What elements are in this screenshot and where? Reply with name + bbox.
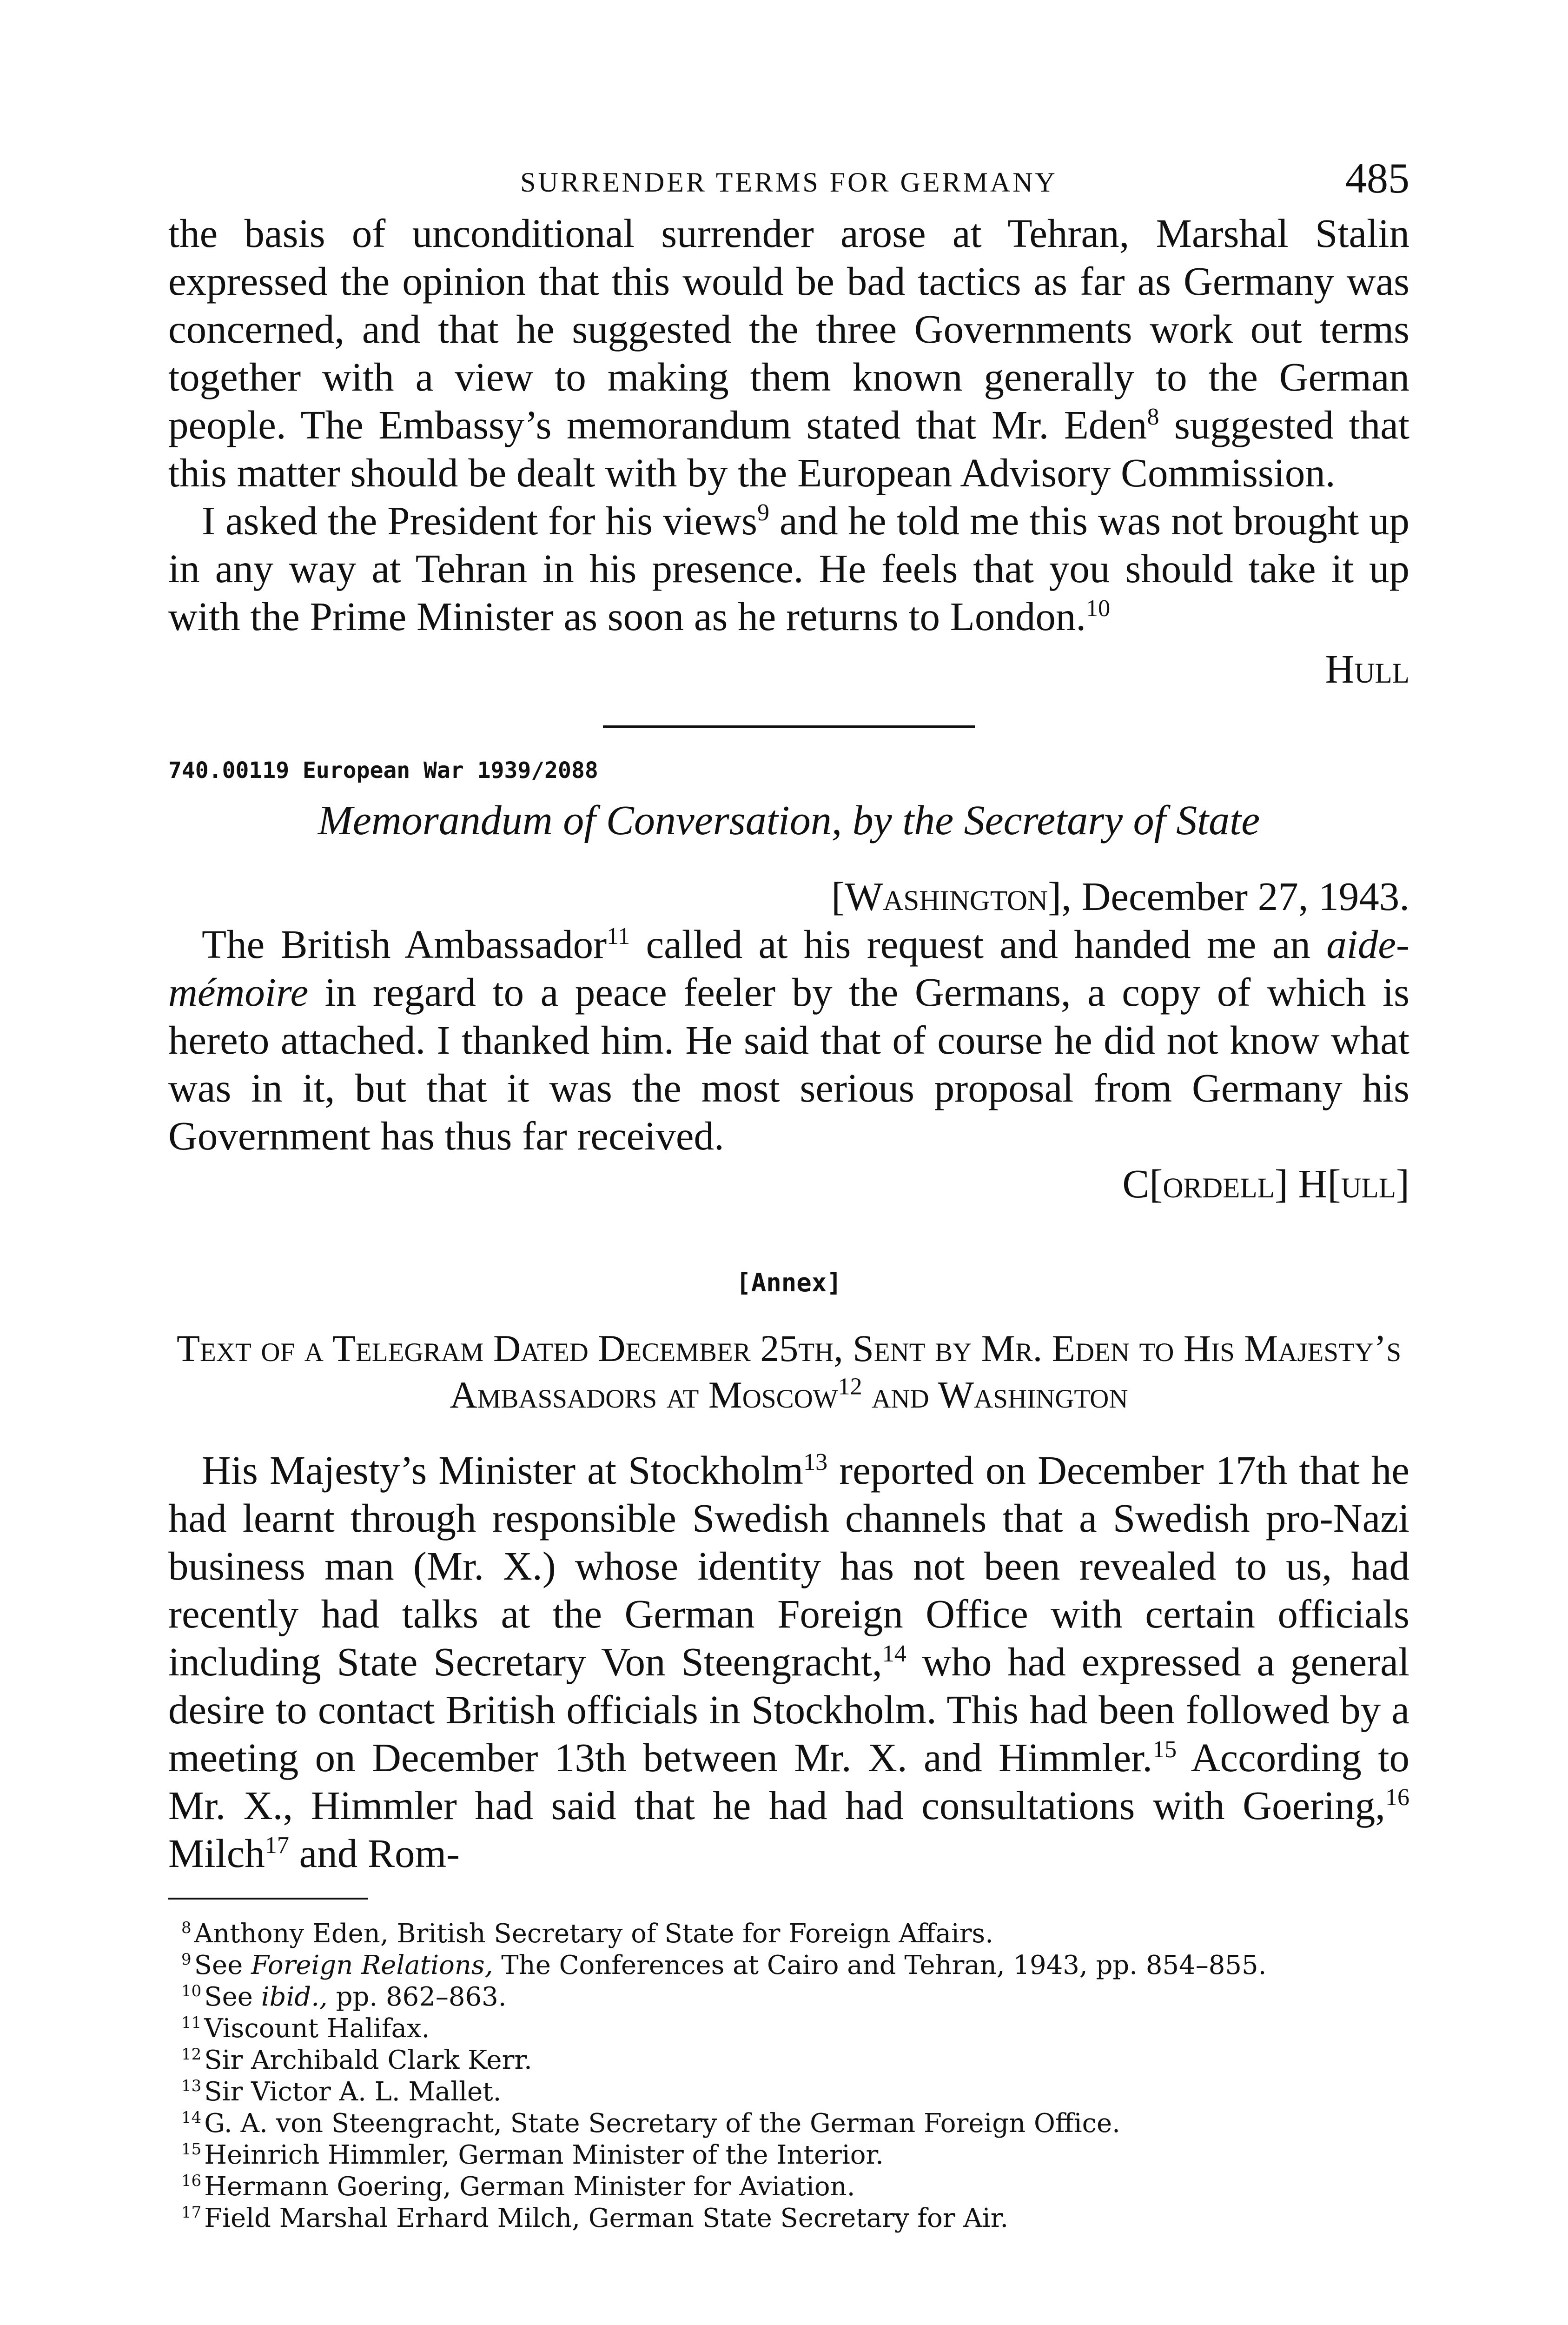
footnote-marker: 16 — [181, 2172, 202, 2191]
footnote-marker: 11 — [181, 2013, 202, 2033]
footnote-text: See — [194, 1950, 251, 1980]
text-run: the basis of unconditional surrender arose at Tehran, Marshal Stalin expressed the opinion that this would be bad tactics as far as Germany was concerned, and that he suggested the three Governments work out terms together with a view to making them known generally to the German people. The Embassy’s memorandum stated that Mr. Eden — [168, 211, 1409, 447]
footnote-text: Sir Victor A. L. Mallet. — [204, 2077, 502, 2107]
footnote — [168, 2045, 1409, 2076]
footnote-marker: 9 — [181, 1950, 192, 1969]
footnote-ref: 9 — [757, 499, 769, 526]
text-run: The British Ambassador — [202, 922, 607, 967]
text-run: C[ — [1122, 1161, 1163, 1206]
footnote-marker: 12 — [181, 2045, 202, 2064]
footnote-text: G. A. von Steengracht, State Secretary of the German Foreign Office. — [204, 2108, 1120, 2139]
italic-term: aide-mémoire — [168, 922, 1410, 1015]
page-number: 485 — [1345, 154, 1409, 202]
text-run: ] — [1048, 874, 1062, 919]
footnote — [168, 2013, 1409, 2045]
footnote-text: Anthony Eden, British Secretary of State for Foreign Affairs. — [194, 1919, 994, 1949]
footnote — [168, 2108, 1409, 2139]
footnote — [168, 2076, 1409, 2108]
text-run: in regard to a peace feeler by the Germans, a copy of which is hereto attached. I thanked him. He said that of course he did not know what was in it, but that it was the most serious proposal from Germany his Government has thus far received. — [168, 970, 1409, 1158]
footnotes-list — [168, 1918, 1409, 2234]
text-run: and he told me this was not brought up in any way at Tehran in his presence. He feels that you should take it up with the Prime Minister as soon as he returns to London. — [168, 498, 1409, 639]
footnote-text: Viscount Halifax. — [204, 2013, 430, 2044]
footnote-text: Field Marshal Erhard Milch, German State Secretary for Air. — [204, 2203, 1009, 2233]
text-run: ] H[ — [1274, 1161, 1341, 1206]
text-run: suggested that this matter should be dealt with by the European Advisory Commission. — [168, 402, 1409, 495]
text-run: [ — [831, 874, 845, 919]
footnote-italic: ibid., — [261, 1982, 328, 2012]
dateline — [168, 872, 1409, 920]
text-run: who had expressed a general desire to contact British officials in Stockholm. This had been followed by a meeting on December 13th between Mr. X. and Himmler. — [168, 1639, 1409, 1780]
footnote-text: The Conferences at Cairo and Tehran, 1943, pp. 854–855. — [493, 1950, 1267, 1980]
footnote-ref: 12 — [838, 1373, 862, 1400]
paragraph — [168, 1446, 1409, 1877]
footnote-ref: 16 — [1385, 1784, 1409, 1811]
footnote-ref: 14 — [882, 1641, 906, 1667]
text-run: ] — [1396, 1161, 1409, 1206]
footnote-marker: 15 — [181, 2140, 202, 2159]
footnote-ref: 15 — [1152, 1736, 1177, 1763]
text-run: Milch — [168, 1831, 265, 1876]
text-run: His Majesty’s Minister at Stockholm — [202, 1448, 804, 1493]
text-run: reported on December 17th that he had learnt through responsible Swedish channels that a Swedish pro-Nazi business man (Mr. X.) whose identity has not been revealed to us, had recently had talks at the German Foreign Office with certain officials including State Secretary Von Steengracht, — [168, 1448, 1409, 1684]
running-head: SURRENDER TERMS FOR GERMANY — [520, 167, 1058, 198]
document-title: Memorandum of Conversation, by the Secretary of State — [318, 797, 1260, 844]
signature-hull: Hull — [1325, 646, 1409, 691]
footnote — [168, 1950, 1409, 1981]
text-run: ull — [1341, 1161, 1396, 1206]
page — [168, 153, 1409, 2234]
section-divider — [603, 725, 975, 728]
paragraph — [168, 920, 1409, 1160]
dateline-place: Washington — [845, 874, 1048, 919]
annex-label: [Annex] — [736, 1268, 842, 1297]
continued-paragraph — [168, 209, 1409, 497]
footnote — [168, 2203, 1409, 2234]
footnote — [168, 2139, 1409, 2171]
paragraph — [168, 497, 1409, 640]
footnote — [168, 1981, 1409, 2013]
footnote-italic: Foreign Relations, — [251, 1950, 493, 1980]
footnote-ref: 17 — [265, 1832, 289, 1859]
text-run: I asked the President for his views — [202, 498, 757, 543]
signature-cordell-hull — [168, 1160, 1409, 1208]
footnote-marker: 10 — [181, 1982, 202, 2001]
page-header — [168, 153, 1409, 209]
file-number: 740.00119 European War 1939/2088 — [168, 757, 598, 784]
footnote-text: pp. 862–863. — [327, 1982, 507, 2012]
text-run: called at his request and handed me an — [630, 922, 1327, 967]
annex-heading — [168, 1325, 1409, 1418]
footnote-text: Hermann Goering, German Minister for Aviation. — [204, 2172, 855, 2202]
text-run: and Rom- — [289, 1831, 460, 1876]
footnote-marker: 14 — [181, 2108, 202, 2127]
footnote-ref: 13 — [803, 1449, 828, 1475]
footnote — [168, 1918, 1409, 1950]
footnote-ref: 11 — [607, 923, 630, 950]
footnote-ref: 8 — [1147, 404, 1159, 430]
text-run: According to Mr. X., Himmler had said that he had had consultations with Goering, — [168, 1735, 1409, 1828]
text-run: ordell — [1163, 1161, 1275, 1206]
dateline-date: , December 27, 1943. — [1061, 874, 1409, 919]
footnote-divider — [168, 1898, 368, 1900]
footnote — [168, 2171, 1409, 2203]
text-run: Text of a Telegram Dated December 25th, Sent by Mr. Eden to His Majesty’s Ambassadors at Moscow — [176, 1327, 1402, 1416]
footnote-text: Sir Archibald Clark Kerr. — [204, 2045, 532, 2075]
footnote-marker: 13 — [181, 2077, 202, 2096]
text-run: and Washington — [862, 1374, 1128, 1416]
footnote-marker: 17 — [181, 2203, 202, 2222]
footnote-ref: 10 — [1086, 595, 1111, 622]
footnote-text: Heinrich Himmler, German Minister of the Interior. — [204, 2140, 884, 2170]
footnote-marker: 8 — [181, 1919, 192, 1938]
footnote-text: See — [204, 1982, 261, 2012]
